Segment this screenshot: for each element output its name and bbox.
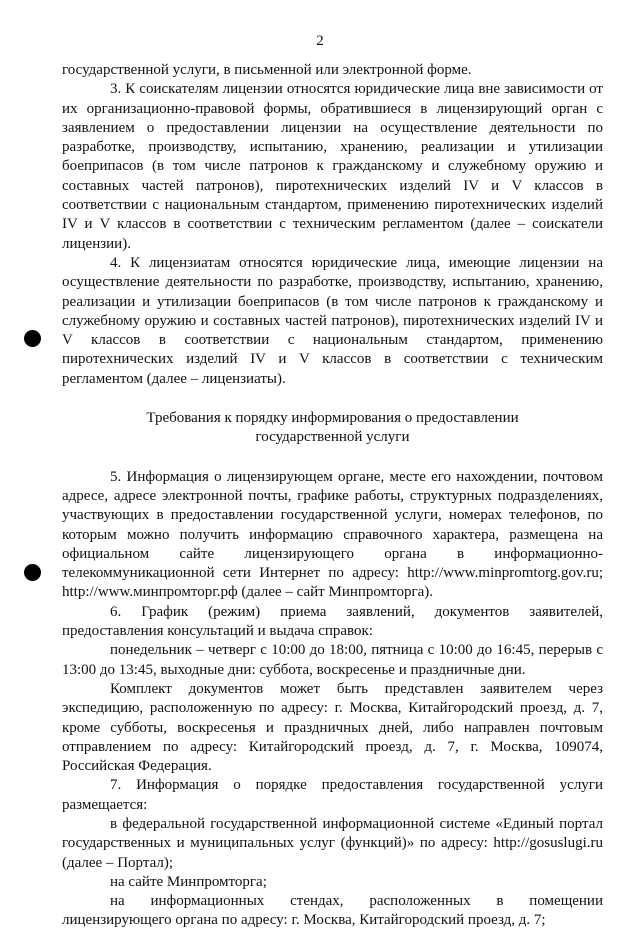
section-heading-line2: государственной услуги [255,429,410,446]
paragraph-4-licensees: 4. К лицензиатам относятся юридические лица, имеющие лицензии на осуществление деятельности по разработке, производству, испытанию, хранению, реализации и утилизации боеприпасов (в том числе патронов к гражданскому и служебному оружию и составных частей патронов), пиротехнических изделий IV и V классов в соответствии с национальным стандартом, применению пиротехнических изделий IV и V классов в соответствии с техническим регламентом (далее – лицензиаты). [62,254,603,387]
paragraph-5-information: 5. Информация о лицензирующем органе, месте его нахождении, почтовом адресе, адресе электронной почты, графике работы, структурных подразделениях, участвующих в предоставлении государственной услуги, номерах телефонов, по которым можно получить информацию справочного характера, размещена на официальном сайте лицензирующего органа в информационно-телекоммуникационной сети Интернет по адресу: http://www.minpromtorg.gov.ru; http://www.минпромторг.рф (далее – сайт Минпромторга). [62,468,603,601]
punch-hole-upper [24,330,41,347]
section-heading [62,409,603,448]
paragraph-continuation: государственной услуги, в письменной или электронной форме. [62,62,472,78]
paragraph-7-info-placement: 7. Информация о порядке предоставления государственной услуги размещается: [62,777,603,813]
paragraph-3-applicants: 3. К соискателям лицензии относятся юридические лица вне зависимости от их организационно-правовой формы, обратившиеся в лицензирующий орган с заявлением о предоставлении лицензии на осуществление деятельности по разработке, производству, испытанию, хранению, реализации и утилизации боеприпасов (в том числе патронов к гражданскому и служебному оружию и составных частей патронов), пиротехнических изделий IV и V классов в соответствии с национальным стандартом, применению пиротехнических изделий IV и V классов в соответствии с техническим регламентом (далее – соискатели лицензии). [62,81,603,252]
paragraph-6-schedule: 6. График (режим) приема заявлений, документов заявителей, предоставления консультаций и выдача справок: [62,603,603,640]
paragraph-portal: в федеральной государственной информационной системе «Единый портал государственных и муниципальных услуг (функций)» по адресу: http://gosuslugi.ru (далее – Портал); [62,815,603,871]
punch-hole-lower [24,564,41,581]
page-number: 2 [316,33,324,49]
paragraph-info-stands: на информационных стендах, расположенных в помещении лицензирующего органа по адресу: г. Москва, Китайгородский проезд, д. 7; [62,893,603,929]
section-heading-line1: Требования к порядку информирования о предоставлении [146,410,519,427]
paragraph-working-hours: понедельник – четверг с 10:00 до 18:00, пятница с 10:00 до 16:45, перерыв с 13:00 до 13:45, выходные дни: суббота, воскресенье и праздничные дни. [62,642,603,678]
paragraph-ministry-site: на сайте Минпромторга; [110,873,267,890]
document-body [62,61,603,931]
paragraph-documents-submission: Комплект документов может быть представлен заявителем через экспедицию, расположенную по адресу: г. Москва, Китайгородский проезд, д. 7, кроме субботы, воскресенья и праздничных дней, либо направлен почтовым отправлением по адресу: Китайгородский проезд, д. 7, г. Москва, 109074, Российская Федерация. [62,680,603,775]
